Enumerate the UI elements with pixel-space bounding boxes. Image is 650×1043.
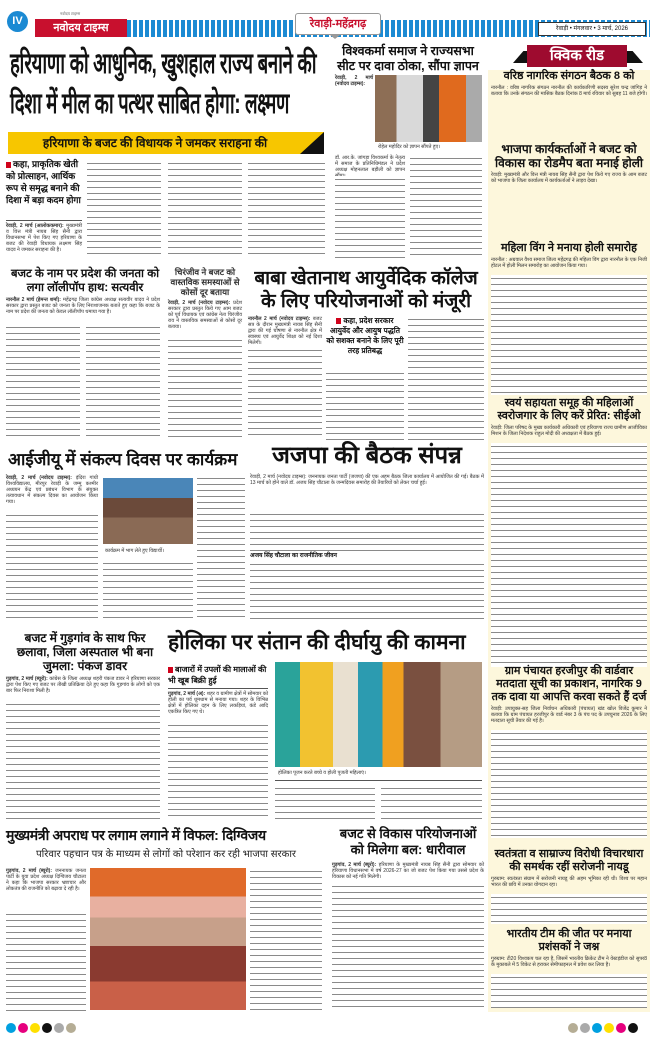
quick-read-body: नारनौल : वरिष्ठ नागरिक संगठन नारनौल की कार्यकारिणी सदस्य सुरेश चन्द्र जांगिड़ ने बताया कि उनके संगठन की मासिक बैठक दिनांक 8 मार्च रविवार को सुबह 11 बजे होगी। [491, 85, 648, 97]
lead-column-4 [248, 160, 325, 258]
jjp-headline: जजपा की बैठक संपन्न [272, 442, 462, 469]
chiranjeev-body [168, 300, 242, 336]
jjp-subhead: अजय सिंह चौटाला का राजनीतिक जीवन [250, 553, 337, 559]
baba-column-2 [326, 370, 404, 440]
quick-read-item [491, 928, 647, 1008]
vishwakarma-caption-box [378, 144, 482, 150]
dhariwal-headline: बजट से विकास परियोजनाओं को मिलेगा बल: धारीवाल [339, 826, 477, 857]
text-filler [491, 443, 647, 667]
page-logo: IV [7, 11, 28, 32]
body-text: महेंद्रगढ़ जिला कांग्रेस अध्यक्ष सत्यवीर यादव ने प्रदेश सरकार द्वारा प्रस्तुत बजट को जनता के लिए निराशाजनक बताते हुए कहा कि बजट के नाम पर प्रदेश की जनता को केवल लॉलीपॉप थमाया गया है। [6, 297, 161, 315]
dateline: गुड़गांव, 2 मार्च (ब्यूरो): [6, 676, 48, 682]
registration-dot [18, 1023, 28, 1033]
quick-read-item [491, 70, 647, 139]
quick-read-headline-box [491, 142, 647, 170]
quick-read-item [491, 665, 647, 838]
bullet-square-icon [6, 162, 11, 168]
quick-read-body: गुरुग्राम: टी20 विश्वकप चल रहा है, जिसमें भारतीय क्रिकेट टीम ने वेस्टइंडीज को सुपर8 के मुकाबले में 5 विकेट से हराकर सेमीफाइनल में प्रवेश कर लिया है। [491, 956, 647, 968]
masthead [0, 0, 650, 40]
quick-read-body: गुरुग्राम: स्वतंत्रता संग्राम में सरोजनी नायडू की अहम भूमिका रही थी। विश्व पर महान भारत की छवि में उनका योगदान रहा। [491, 876, 647, 888]
body-text: मुख्यमंत्री व वित्त मंत्री नायब सिंह सैनी द्वारा विधानसभा में पेश किए गए हरियाणा के बजट की रेवाड़ी विधायक लक्ष्मण सिंह यादव ने जमकर सराहना की है। [6, 223, 82, 253]
digvijay-body [6, 868, 86, 910]
lead-banner: हरियाणा के बजट की विधायक ने जमकर सराहना की [42, 136, 268, 150]
dateline-wrap [540, 23, 644, 35]
dateline: रेवाड़ी, 2 मार्च (नवोदय टाइम्स): [335, 75, 373, 87]
registration-dot [628, 1023, 638, 1033]
bullet-square-icon [336, 318, 341, 324]
quick-read-body: रेवाड़ी: जिला परिषद के मुख्य कार्यकारी अधिकारी एवं हरियाणा राज्य ग्रामीण आजीविका मिशन के जिला निदेशक राहुल मोदी की अध्यक्षता में बैठक हुई। [491, 425, 647, 437]
igu-headline-box [8, 450, 244, 470]
dateline: गुड़गांव, 2 मार्च (अ): [168, 691, 206, 697]
satyavir-column-2 [86, 324, 160, 440]
dateline: रेवाड़ी, 2 मार्च (आलोककमार): [6, 223, 64, 229]
bullet-square-icon [168, 667, 173, 673]
dhariwal-body [332, 862, 484, 882]
text-filler [491, 730, 647, 838]
igu-column-3 [197, 475, 245, 622]
quick-read-item [491, 848, 647, 924]
dateline: नारनौल 2 मार्च (नवोदय टाइम्स): [248, 316, 311, 322]
igu-headline: आईजीयू में संकल्प दिवस पर कार्यक्रम [8, 450, 238, 469]
quick-read-item [491, 397, 647, 667]
lead-subhead [6, 158, 82, 218]
registration-dot [66, 1023, 76, 1033]
registration-dot [54, 1023, 64, 1033]
lead-headline-box [10, 44, 326, 124]
satyavir-column-1 [6, 324, 80, 440]
quick-read-headline: ग्राम पंचायत हरजीपुर की वार्डवार मतदाता सूची का प्रकाशन, नागरिक 9 तक दावा या आपत्ति करवा सकते हैं दर्ज [491, 665, 647, 703]
holika-body [168, 691, 268, 721]
jjp-headline-box [250, 442, 484, 470]
edition-label-wrap [298, 14, 378, 34]
holika-column-2 [275, 785, 375, 821]
body-text: प्रदेश सरकार द्वारा प्रस्तुत किये गए आम बजट को पूर्व विधायक एवं कांग्रेस नेता चिरंजीव राव ने वास्तविक समस्याओं से कोसों दूर बताया। [168, 300, 243, 330]
baba-headline: बाबा खेतानाथ आयुर्वेदिक कॉलेज के लिए परियोजनाओं को मंजूरी [254, 268, 478, 312]
text-filler [491, 974, 647, 1008]
igu-body [6, 475, 98, 511]
edition-label: रेवाड़ी-महेंद्रगढ़ [309, 18, 367, 30]
vishwakarma-column-1 [335, 176, 405, 258]
quick-read-title-wrap [529, 45, 625, 67]
igu-column-2 [103, 560, 193, 622]
brand-small-box [60, 11, 100, 16]
quick-read-headline-box [491, 928, 647, 954]
registration-dot [592, 1023, 602, 1033]
registration-dot [42, 1023, 52, 1033]
dateline: नारनौल 2 मार्च (हेमन्त शर्मा): [6, 297, 61, 303]
gurgaon-text [6, 701, 160, 821]
dateline: रेवाड़ी, 2 मार्च (नवोदय टाइम्स): [6, 475, 72, 481]
holika-headline: होलिका पर संतान की दीर्घायु की कामना [168, 631, 466, 654]
body-text: शहर व ग्रामीण क्षेत्रों में सोमवार को होली का पर्व धूमधाम से मनाया गया। शहर के विभिन्न क्षेत्रों में होलिका दहन के लिए लकड़ियां, कंडे आदि एकत्रित किए गए थे। [168, 691, 269, 715]
quick-read-body: रेवाड़ी: मुख्यमंत्री और वित्त मंत्री नायब सिंह सैनी द्वारा पेश किये गए राज्य के आम बजट को भाजपा के जिला कार्यालय में कार्यकर्ताओं ने लाइव देखा। [491, 172, 647, 184]
satyavir-headline-box [8, 267, 162, 295]
holika-column-1 [168, 722, 268, 820]
holika-photo [275, 662, 482, 767]
vishwakarma-headline: विश्वकर्मा समाज ने राज्यसभा सीट पर दावा ठोका, सौंपा ज्ञापन [337, 44, 479, 73]
lead-headline: हरियाणा को आधुनिक, खुशहाल राज्य बनाने की दिशा में मील का पत्थर साबित होगा: लक्ष्मण [10, 48, 317, 120]
baba-headline-box [248, 267, 484, 313]
satyavir-headline: बजट के नाम पर प्रदेश की जनता को लगा लॉलीपॉप हाथ: सत्यवीर [10, 268, 160, 294]
dateline: गुड़गांव, 2 मार्च (ब्यूरो): [6, 868, 53, 874]
quick-read-headline: स्वयं सहायता समूह की महिलाओं स्वरोजगार के लिए करें प्रेरित: सीईओ [497, 397, 641, 422]
registration-dot [580, 1023, 590, 1033]
quick-read-body: नारनौल : अग्रवाल वैश्य समाज जिला महेंद्रगढ़ की महिला विंग द्वारा नारनौल के एक निजी होटल में होली मिलन समारोह का आयोजन किया गया। [491, 257, 647, 269]
lead-banner-wrap [12, 132, 298, 154]
chiranjeev-column [168, 337, 242, 440]
baba-column-1 [248, 347, 322, 440]
subhead-text: कहा, प्रदेश सरकार आयुर्वेद और आयुष पद्धति को सशक्त बनाने के लिए पूरी तरह प्रतिबद्ध [326, 316, 404, 355]
registration-dot [616, 1023, 626, 1033]
digvijay-headline: मुख्यमंत्री अपराध पर लगाम लगाने में विफल: दिग्विजय [6, 827, 266, 843]
dateline: रेवाड़ी • मंगलवार • 3 मार्च, 2026 [556, 26, 628, 32]
text-filler [491, 275, 647, 395]
igu-caption: कार्यक्रम में भाग लेते हुए विद्यार्थी। [105, 548, 164, 554]
quick-read-headline: भारतीय टीम की जीत पर मनाया प्रशंसकों ने जश्न [506, 928, 632, 953]
brand-name-wrap [37, 19, 125, 37]
dateline: गुड़गांव, 2 मार्च (ब्यूरो): [332, 862, 377, 868]
divider [275, 780, 482, 781]
digvijay-subhead-box [8, 848, 324, 861]
body-text: बजट सत्र के दौरान मुख्यमंत्री नायब सिंह सैनी द्वारा की गई घोषणा से नारनौल क्षेत्र में स्वास्थ्य एवं आयुर्वेद शिक्षा को नई दिशा मिलेगी। [248, 316, 322, 346]
quick-read-headline-box [491, 397, 647, 423]
baba-column-3 [408, 316, 484, 440]
jjp-text-2 [250, 561, 484, 622]
banner-corner [300, 132, 324, 154]
quick-read-item [491, 142, 647, 236]
jjp-text [250, 511, 484, 551]
digvijay-headline-box [6, 826, 324, 844]
holika-subhead [168, 664, 268, 686]
quick-read-headline-box [491, 70, 647, 83]
gurgaon-headline: बजट में गुड़गांव के साथ फिर छलावा, जिला अस्पताल भी बना जुमला: पंकज डावर [16, 631, 154, 673]
subhead-text: कहा, प्राकृतिक खेती को प्रोत्साहन, आर्थिक रूप से समृद्ध बनाने की दिशा में बड़ा कदम होगा [6, 159, 81, 205]
holika-headline-box [168, 630, 482, 656]
vishwakarma-column-2 [410, 155, 482, 258]
registration-dot [30, 1023, 40, 1033]
body-text: जननायक जनता पार्टी के युवा प्रदेश अध्यक्ष दिग्विजय चौटाला ने कहा कि भाजपा सरकार भ्रष्टाचार और लोकतंत्र की राजनीति को बढ़ावा दे रही है। [6, 868, 86, 892]
quick-read-headline: वरिष्ठ नागरिक संगठन बैठक 8 को [503, 70, 635, 82]
dateline: रेवाड़ी, 2 मार्च (नवोदय टाइम्स): [168, 300, 231, 306]
vishwakarma-body: डॉ. आर.के. जांगड़ा विश्वकर्मा के नेतृत्व में समाज के प्रतिनिधिमंडल ने प्रदेश अध्यक्ष मोहनलाल बड़ौली को ज्ञापन [335, 155, 405, 173]
jjp-body: रेवाड़ी, 2 मार्च (नवोदय टाइम्स): जननायक जनता पार्टी (जजपा) की एक अहम बैठक जिला कार्यालय में आयोजित की गई। बैठक में 13 मार्च को होने वाले डॉ. अजय सिंह चौटाला के जन्मदिवस समारोह की तैयारियों को लेकर चर्चा हुई। [250, 474, 484, 486]
edition-pointer [330, 35, 340, 39]
holika-caption-box [278, 770, 478, 776]
vishwakarma-headline-box [333, 44, 483, 74]
brand-small: नवोदय टाइम्स [60, 11, 81, 16]
brand-name: नवोदय टाइम्स [53, 22, 109, 34]
quick-read-body: रेवाड़ी: उपायुक्त-सह जिला निर्वाचन अधिकारी (पंचायत) खंड खोल विजेंद्र कुमार ने बताया कि ग्राम पंचायत हरजीपुर के वार्ड नंबर 3 के पंच पद के उपचुनाव 2026 के लिए मतदाता सूची तैयार की गई है। [491, 706, 647, 724]
vishwakarma-intro [335, 75, 373, 151]
quick-read-headline: महिला विंग ने मनाया होली समारोह [501, 242, 637, 254]
baba-subhead [326, 316, 404, 366]
body-text: कांग्रेस के जिला अध्यक्ष शहरी पंकज डावर ने हरियाणा सरकार द्वारा पेश किए गए बजट पर तीखी प्रतिक्रिया देते हुए कहा कि गुड़गांव के लोगों को एक बार फिर निराशा मिली है। [6, 676, 161, 694]
igu-caption-box [105, 548, 193, 554]
quick-read-headline-box [491, 848, 647, 874]
dhariwal-text [332, 883, 484, 1011]
jjp-subhead-box [250, 552, 484, 560]
subhead-text: बाजारों में उपलों की मालाओं की भी खूब बिक्री हुई [168, 665, 267, 685]
vishwakarma-caption: रोहेल महोदिर को ज्ञापन सौंपते हुए। [378, 144, 441, 150]
quick-read-headline: भाजपा कार्यकर्ताओं ने बजट को विकास का रोडमैप बता मनाई होली [495, 142, 643, 170]
gurgaon-body [6, 676, 160, 700]
dhariwal-headline-box [332, 826, 484, 858]
lead-column-2 [87, 160, 161, 258]
gurgaon-headline-box [8, 631, 162, 673]
quick-read-headline-box [491, 242, 647, 255]
igu-photo [103, 478, 193, 544]
holika-column-3 [381, 785, 482, 821]
quick-read-item [491, 242, 647, 395]
divider [168, 688, 268, 689]
registration-dot [568, 1023, 578, 1033]
chiranjeev-headline: चिरंजीव ने बजट को वास्तविक समस्याओं से कोसों दूर बताया [170, 267, 240, 297]
digvijay-column-1 [6, 911, 86, 1011]
holika-caption: होलिका पूजन करते बच्चे व होली पूजती महिलाएं। [278, 770, 366, 776]
quick-read-headline-box [491, 665, 647, 704]
lead-body [6, 223, 82, 259]
satyavir-body [6, 297, 160, 323]
vishwakarma-photo [375, 75, 482, 142]
digvijay-subhead: परिवार पहचान पत्र के माध्यम से लोगों को परेशान कर रही भाजपा सरकार [35, 849, 297, 860]
body-text: इंदिरा गांधी विश्वविद्यालय, मीरपुर रेवाड़ी के जम्मू कश्मीर अध्ययन केंद्र एवं प्रबंधन विभाग के संयुक्त तत्वावधान में संकल्प दिवस का आयोजन किया गया। [6, 475, 99, 505]
registration-dot [604, 1023, 614, 1033]
quick-read-title: क्विक रीड [549, 47, 605, 64]
divider [6, 220, 82, 221]
digvijay-column-2 [250, 868, 322, 1011]
lead-column-3 [168, 160, 242, 258]
chiranjeev-headline-box [168, 267, 242, 297]
quick-read-headline: स्वतंत्रता व साम्राज्य विरोधी विचारधारा की समर्थक रहीं सरोजनी नायडू [494, 848, 644, 873]
digvijay-photo [90, 868, 246, 1010]
text-filler [491, 894, 647, 924]
igu-column-1 [6, 512, 98, 622]
baba-body [248, 316, 322, 346]
body-text: हरियाणा के मुख्यमंत्री नायब सिंह सैनी द्वारा सोमवार को हरियाणा विधानसभा में वर्ष 2026-27 का जो बजट पेश किया गया उससे प्रदेश के विकास को नई गति मिलेगी। [332, 862, 484, 880]
registration-dot [6, 1023, 16, 1033]
